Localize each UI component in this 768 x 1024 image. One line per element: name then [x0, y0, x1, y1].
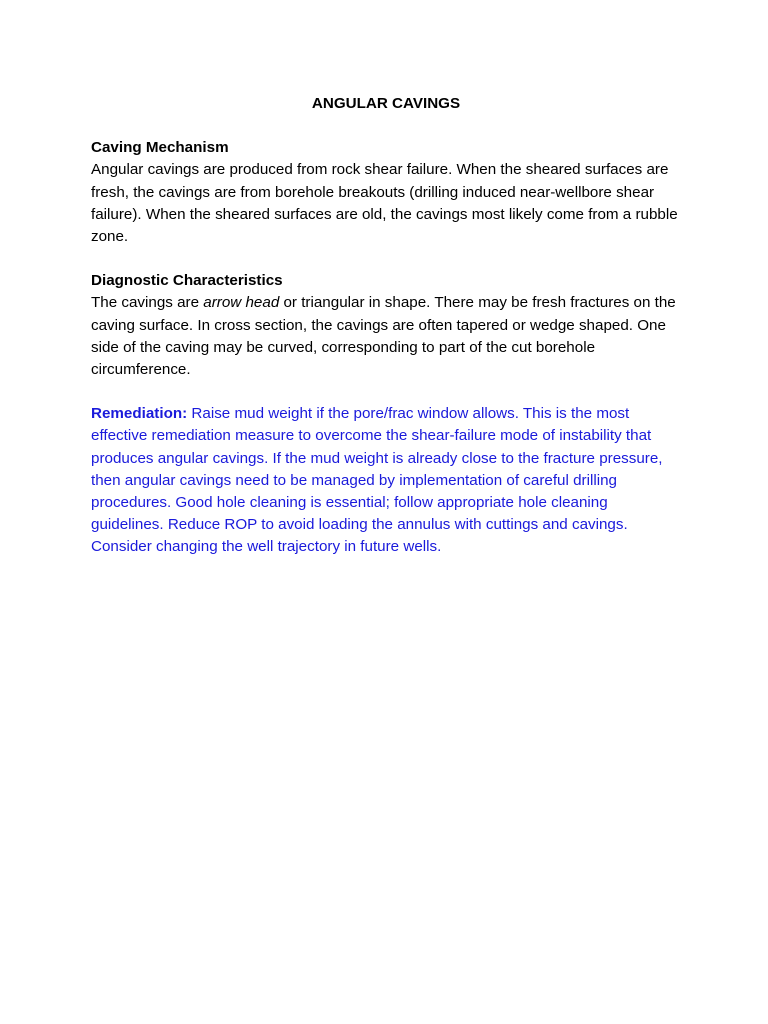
document-title: ANGULAR CAVINGS	[311, 95, 461, 112]
diagnostic-text-end: or triangular in shape. There may be fresh fractures on the caving surface. In cross section, the cavings are often tapered or wedge shaped. One side of the caving may be curved, corresponding to part of the cut borehole circumference.	[91, 294, 676, 379]
remediation-body: Raise mud weight if the pore/frac window allows. This is the most effective remediation measure to overcome the shear-failure mode of instability that produces angular cavings. If the mud weight is already close to the fracture pressure, then angular cavings need to be managed by implementation of careful drilling procedures. Good hole cleaning is essential; follow appropriate hole cleaning guidelines. Reduce ROP to avoid loading the annulus with cuttings and cavings. Consider changing the well trajectory in future wells.	[91, 405, 663, 556]
section-heading-caving-mechanism: Caving Mechanism	[91, 139, 229, 157]
remediation-colon: :	[182, 405, 188, 423]
diagnostic-text-start: The cavings are	[91, 294, 204, 312]
section-heading-diagnostic-characteristics: Diagnostic Characteristics	[91, 272, 283, 290]
remediation-label: Remediation	[91, 405, 183, 423]
section-body-diagnostic-characteristics	[91, 292, 681, 381]
remediation-paragraph	[91, 403, 681, 558]
section-body-caving-mechanism: Angular cavings are produced from rock shear failure. When the sheared surfaces are fresh, the cavings are from borehole breakouts (drilling induced near-wellbore shear failure). When the sheared surfaces are old, the cavings most likely come from a rubble zone.	[91, 161, 678, 246]
diagnostic-text-emphasis: arrow head	[203, 294, 280, 312]
document-content	[91, 93, 681, 559]
